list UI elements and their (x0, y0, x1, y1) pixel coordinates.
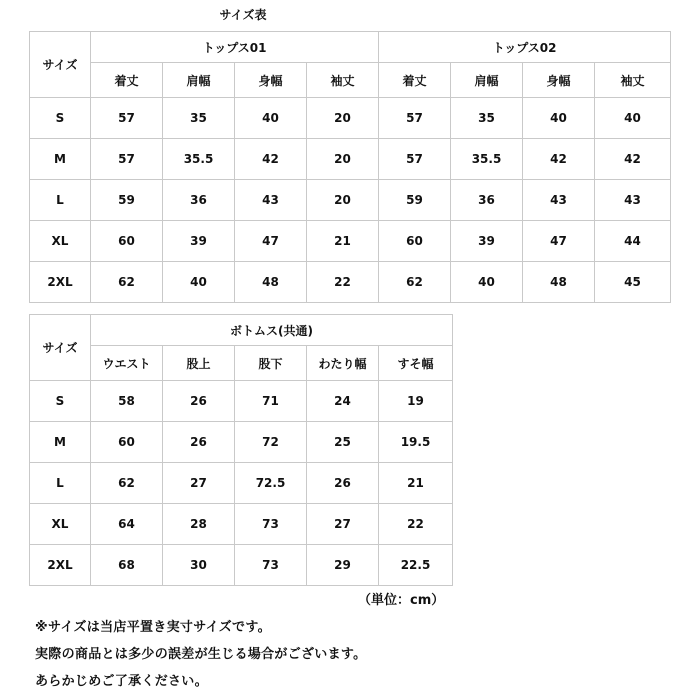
size-cell: S (30, 381, 91, 422)
value-cell: 73 (235, 504, 307, 545)
value-cell: 36 (451, 180, 523, 221)
value-cell: 25 (307, 422, 379, 463)
value-cell: 60 (91, 221, 163, 262)
value-cell: 60 (91, 422, 163, 463)
note-line: あらかじめご了承ください。 (35, 674, 208, 689)
value-cell: 43 (235, 180, 307, 221)
value-cell: 20 (307, 139, 379, 180)
column-header: 股上 (163, 346, 235, 381)
value-cell: 62 (379, 262, 451, 303)
value-cell: 42 (235, 139, 307, 180)
value-cell: 59 (379, 180, 451, 221)
value-cell: 20 (307, 180, 379, 221)
table-row (30, 422, 453, 463)
value-cell: 45 (595, 262, 671, 303)
value-cell: 20 (307, 98, 379, 139)
value-cell: 28 (163, 504, 235, 545)
value-cell: 42 (523, 139, 595, 180)
size-cell: M (30, 422, 91, 463)
size-chart-title: サイズ表 (219, 8, 267, 22)
value-cell: 22 (379, 504, 453, 545)
column-header: 着丈 (91, 63, 163, 98)
value-cell: 57 (91, 98, 163, 139)
value-cell: 26 (163, 422, 235, 463)
size-cell: L (30, 463, 91, 504)
table-row (30, 139, 671, 180)
value-cell: 39 (163, 221, 235, 262)
size-cell: XL (30, 504, 91, 545)
note-line: ※サイズは当店平置き実寸サイズです。 (35, 620, 271, 635)
value-cell: 19 (379, 381, 453, 422)
value-cell: 29 (307, 545, 379, 586)
table-row (30, 98, 671, 139)
value-cell: 42 (595, 139, 671, 180)
value-cell: 27 (163, 463, 235, 504)
value-cell: 43 (595, 180, 671, 221)
value-cell: 43 (523, 180, 595, 221)
column-header: 身幅 (235, 63, 307, 98)
column-header: 袖丈 (307, 63, 379, 98)
column-header: 身幅 (523, 63, 595, 98)
column-header: ウエスト (91, 346, 163, 381)
value-cell: 35 (451, 98, 523, 139)
value-cell: 48 (523, 262, 595, 303)
value-cell: 62 (91, 262, 163, 303)
column-header: 股下 (235, 346, 307, 381)
value-cell: 47 (235, 221, 307, 262)
tops-size-table (29, 31, 671, 303)
value-cell: 26 (163, 381, 235, 422)
column-header: すそ幅 (379, 346, 453, 381)
value-cell: 60 (379, 221, 451, 262)
value-cell: 68 (91, 545, 163, 586)
value-cell: 73 (235, 545, 307, 586)
table-row (30, 262, 671, 303)
value-cell: 59 (91, 180, 163, 221)
group-header-tops01: トップス01 (91, 32, 379, 63)
value-cell: 30 (163, 545, 235, 586)
value-cell: 62 (91, 463, 163, 504)
value-cell: 71 (235, 381, 307, 422)
value-cell: 72 (235, 422, 307, 463)
value-cell: 40 (451, 262, 523, 303)
value-cell: 40 (595, 98, 671, 139)
value-cell: 44 (595, 221, 671, 262)
size-cell: 2XL (30, 262, 91, 303)
value-cell: 72.5 (235, 463, 307, 504)
value-cell: 27 (307, 504, 379, 545)
value-cell: 26 (307, 463, 379, 504)
value-cell: 22 (307, 262, 379, 303)
value-cell: 57 (379, 139, 451, 180)
value-cell: 19.5 (379, 422, 453, 463)
unit-label: （単位：cm） (358, 593, 445, 608)
size-header: サイズ (30, 32, 91, 98)
value-cell: 35.5 (451, 139, 523, 180)
value-cell: 40 (523, 98, 595, 139)
bottoms-size-table (29, 314, 453, 586)
value-cell: 35 (163, 98, 235, 139)
table-row (30, 504, 453, 545)
size-cell: 2XL (30, 545, 91, 586)
table-row (30, 463, 453, 504)
note-line: 実際の商品とは多少の誤差が生じる場合がございます。 (35, 647, 367, 662)
value-cell: 57 (91, 139, 163, 180)
size-cell: XL (30, 221, 91, 262)
column-header: 肩幅 (451, 63, 523, 98)
value-cell: 48 (235, 262, 307, 303)
value-cell: 39 (451, 221, 523, 262)
table-row (30, 221, 671, 262)
value-cell: 40 (235, 98, 307, 139)
column-header: 着丈 (379, 63, 451, 98)
group-header-bottoms: ボトムス(共通) (91, 315, 453, 346)
size-cell: S (30, 98, 91, 139)
value-cell: 40 (163, 262, 235, 303)
group-header-tops02: トップス02 (379, 32, 671, 63)
table-row (30, 180, 671, 221)
value-cell: 21 (307, 221, 379, 262)
value-cell: 22.5 (379, 545, 453, 586)
size-cell: L (30, 180, 91, 221)
value-cell: 57 (379, 98, 451, 139)
value-cell: 58 (91, 381, 163, 422)
column-header: 肩幅 (163, 63, 235, 98)
value-cell: 36 (163, 180, 235, 221)
table-row (30, 545, 453, 586)
value-cell: 24 (307, 381, 379, 422)
size-header: サイズ (30, 315, 91, 381)
column-header: 袖丈 (595, 63, 671, 98)
column-header: わたり幅 (307, 346, 379, 381)
value-cell: 47 (523, 221, 595, 262)
size-cell: M (30, 139, 91, 180)
table-row (30, 381, 453, 422)
value-cell: 21 (379, 463, 453, 504)
value-cell: 64 (91, 504, 163, 545)
value-cell: 35.5 (163, 139, 235, 180)
